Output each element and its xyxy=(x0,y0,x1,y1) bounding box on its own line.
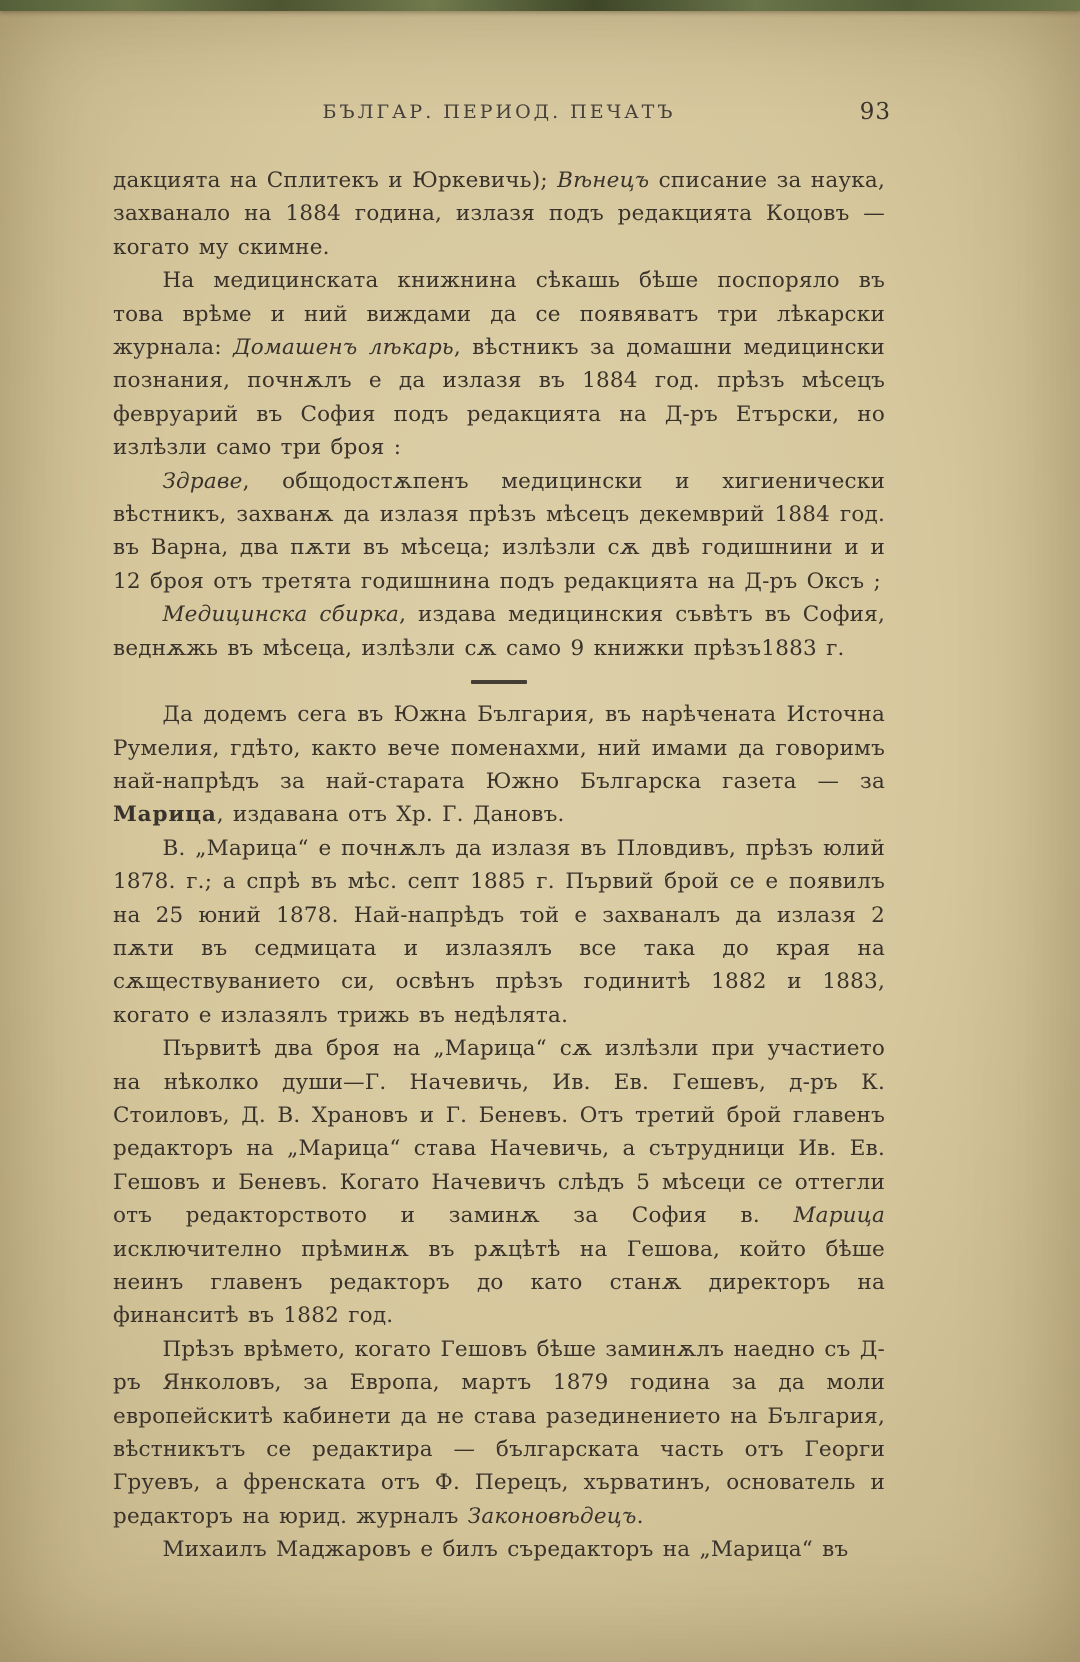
paragraph-medical-press xyxy=(113,264,885,464)
book-page xyxy=(113,0,891,1662)
text-run: , издава медицинския съвѣтъ въ София, веднѫжь въ мѣсеца, излѣзли сѫ само 9 книжки прѣзъ1883 г. xyxy=(113,602,885,661)
text-run: , вѣстникъ за домашни медицински познания, почнѫлъ е да излазя въ 1884 год. прѣзъ мѣсецъ февруарий въ София подъ редакцията на Д-ръ Етърски, но излѣзли само три броя : xyxy=(113,335,885,461)
text-run: Първитѣ два броя на „Марица“ сѫ излѣзли при участието на нѣколко души—Г. Начевичь, Ив. Ев. Гешевъ, д-ръ К. Стоиловъ, Д. В. Храновъ и Г. Беневъ. Отъ третий брой главенъ редакторъ на „Марица“ става Начевичь, а сътрудници Ив. Ев. Гешовъ и Беневъ. Когато Начевичъ слѣдъ 5 мѣсеци се оттегли отъ редакторството и заминѫ за София в. xyxy=(113,1036,885,1229)
text-run: , издавана отъ Хр. Г. Дановъ. xyxy=(216,802,565,828)
paragraph-maritsa-editors xyxy=(113,1032,885,1333)
running-title: БЪЛГАР. ПЕРИОД. ПЕЧАТЪ xyxy=(322,101,676,123)
paragraph-madzharov xyxy=(113,1533,885,1566)
paragraph-medicinska-sbirka xyxy=(113,598,885,665)
text-run: На медицинската книжнина сѣкашь бѣше поспоряло въ това врѣме и ний виждами да се появяватъ три лѣкарски журнала: xyxy=(113,268,885,361)
text-run: исключително прѣминѫ въ рѫцѣтѣ на Гешова, който бѣше неинъ главенъ редакторъ до като станѫ директоръ на финанситѣ въ 1882 год. xyxy=(113,1236,885,1329)
text-run: дакцията на Сплитекъ и Юркевичь); xyxy=(113,168,558,193)
text-run: В. „Марица“ е почнѫлъ да излазя въ Пловдивъ, прѣзъ юлий 1878. г.; а спрѣ въ мѣс. септ 1885 г. Първий брой се е появилъ на 25 юний 1878. Най-напрѣдъ той е захваналъ да излазя 2 пѫти въ седмицата и излазялъ все така до края на сѫществуванието си, освѣнъ прѣзъ годинитѣ 1882 и 1883, когато е излазялъ трижь въ недѣлята. xyxy=(113,835,885,1028)
text-run: Прѣзъ врѣмето, когато Гешовъ бѣше заминѫлъ наедно съ Д-ръ Янколовъ, за Европа, мартъ 1879 година за да моли европейскитѣ кабинети да не става разединението на България, вѣстникътъ се редактира — българската часть отъ Георги Груевъ, а френската отъ Ф. Перецъ, хърватинъ, основатель и редакторъ на юрид. журналъ xyxy=(113,1336,885,1529)
page-number: 93 xyxy=(859,99,891,125)
italic-text-run: Вѣнецъ xyxy=(557,168,650,193)
paragraph-geshov-europe xyxy=(113,1333,885,1533)
paragraph-maritsa-history xyxy=(113,832,885,1032)
paragraph-continuation xyxy=(113,164,885,264)
italic-text-run: Домашенъ лѣкарь xyxy=(233,335,454,361)
text-run: , общодостѫпенъ медицински и хигиенически вѣстникъ, захванѫ да излазя прѣзъ мѣсецъ декемврий 1884 год. въ Варна, два пѫти въ мѣсеца; излѣзли сѫ двѣ годишнини и и 12 броя отъ третята годишнина подъ редакцията на Д-ръ Оксъ ; xyxy=(113,468,885,594)
text-block xyxy=(113,164,885,1567)
paragraph-zdrave xyxy=(113,465,885,599)
text-run: Михаилъ Маджаровъ е билъ съредакторъ на „Марица“ въ xyxy=(162,1537,849,1563)
italic-text-run: Медицинска сбирка xyxy=(162,602,400,628)
italic-text-run: Марица xyxy=(793,1203,885,1229)
text-run: Да додемъ сега въ Южна България, въ нарѣчената Источна Румелия, гдѣто, както вече поменахми, ний имами да говоримъ най-напрѣдъ за най-старата Южно Българска газета — за xyxy=(113,702,885,794)
text-run: . xyxy=(636,1503,644,1529)
bold-text-run: Марица xyxy=(113,802,217,828)
page-header xyxy=(113,99,891,131)
paragraph-south-bulgaria xyxy=(113,698,885,832)
section-divider xyxy=(471,680,527,684)
italic-text-run: Здраве xyxy=(162,468,243,494)
italic-text-run: Законовѣдецъ xyxy=(467,1503,637,1529)
text-run: списание за наука, захванало на 1884 година, излазя подъ редакцията Коцовъ — когато му скимне. xyxy=(113,168,885,260)
